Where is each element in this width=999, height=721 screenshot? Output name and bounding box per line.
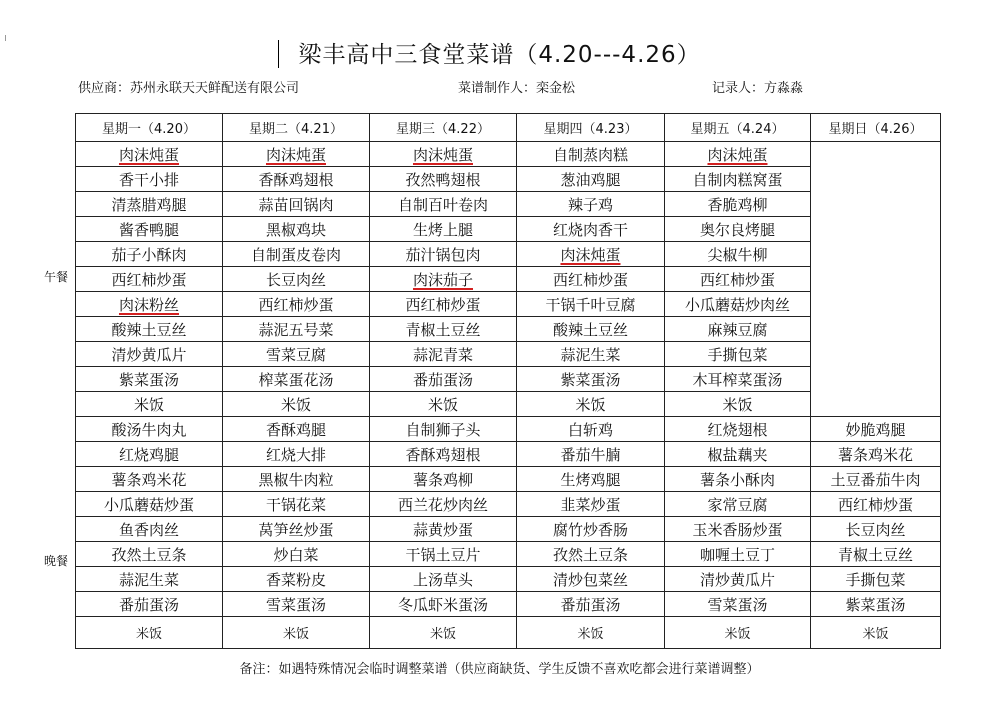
dish-cell — [665, 217, 811, 242]
dish-name: 榨菜蛋花汤 — [258, 370, 334, 389]
dish-cell — [223, 417, 370, 442]
dish-name: 酱香鸭腿 — [118, 220, 179, 239]
dish-cell — [517, 142, 665, 167]
dish-cell — [223, 392, 370, 417]
dish-cell — [370, 417, 517, 442]
dish-cell — [76, 542, 223, 567]
dinner-row — [76, 517, 941, 542]
dish-cell — [811, 417, 941, 442]
dish-cell — [223, 492, 370, 517]
dish-cell — [665, 517, 811, 542]
dish-cell — [517, 267, 665, 292]
dish-name: 薯条鸡米花 — [111, 470, 187, 489]
dish-name: 木耳榨菜蛋汤 — [692, 370, 783, 389]
day-header: 星期三（4.22） — [370, 114, 517, 142]
dish-cell — [370, 367, 517, 392]
empty-sunday-lunch-cell — [811, 242, 941, 267]
dish-name: 红烧鸡腿 — [118, 445, 179, 464]
dish-name: 番茄蛋汤 — [560, 595, 621, 614]
dinner-label: 晚餐 — [44, 554, 69, 568]
dish-cell — [223, 142, 370, 167]
dish-name: 鱼香肉丝 — [118, 520, 179, 539]
dish-cell — [665, 142, 811, 167]
dish-name: 自制蒸肉糕 — [552, 145, 628, 164]
dish-name: 酸辣土豆丝 — [111, 320, 187, 339]
dish-name: 香酥鸡翅根 — [258, 170, 334, 189]
dish-name: 奥尔良烤腿 — [699, 220, 775, 239]
dish-name: 辣子鸡 — [567, 195, 613, 214]
lunch-row — [76, 342, 941, 367]
dish-name: 麻辣豆腐 — [707, 320, 768, 339]
dish-cell — [370, 142, 517, 167]
dish-cell — [811, 567, 941, 592]
dish-cell — [76, 417, 223, 442]
dish-name: 自制肉糕窝蛋 — [692, 170, 783, 189]
dish-cell — [223, 442, 370, 467]
dish-cell — [76, 467, 223, 492]
dish-name: 黑椒牛肉粒 — [258, 470, 334, 489]
dish-cell — [76, 517, 223, 542]
dish-name: 自制蛋皮卷肉 — [250, 245, 341, 264]
dish-name: 咖喱土豆丁 — [699, 545, 775, 564]
dish-cell — [665, 392, 811, 417]
dish-name: 雪菜蛋汤 — [265, 595, 326, 614]
dish-cell — [370, 267, 517, 292]
dish-name: 椒盐藕夹 — [707, 445, 768, 464]
dish-name: 土豆番茄牛肉 — [830, 470, 921, 489]
empty-sunday-lunch-cell — [811, 192, 941, 217]
empty-sunday-lunch-cell — [811, 292, 941, 317]
lunch-row — [76, 167, 941, 192]
day-header: 星期二（4.21） — [223, 114, 370, 142]
dish-cell — [517, 217, 665, 242]
dish-name: 清炒黄瓜片 — [111, 345, 187, 364]
dish-cell — [665, 242, 811, 267]
supplier-name: 苏州永联天天鲜配送有限公司 — [130, 81, 300, 96]
dish-name: 蒜泥五号菜 — [258, 320, 334, 339]
dish-cell — [517, 242, 665, 267]
dinner-row — [76, 467, 941, 492]
dish-name: 米饭 — [427, 395, 458, 414]
dish-name: 炒白菜 — [273, 545, 319, 564]
lunch-row — [76, 292, 941, 317]
dish-name: 清炒包菜丝 — [552, 570, 628, 589]
dish-cell — [517, 167, 665, 192]
dish-name: 清蒸腊鸡腿 — [111, 195, 187, 214]
dish-cell — [370, 442, 517, 467]
dish-cell — [517, 467, 665, 492]
dinner-row — [76, 567, 941, 592]
dish-cell — [517, 592, 665, 617]
dish-cell — [665, 542, 811, 567]
dish-name: 白斩鸡 — [567, 420, 613, 439]
dish-name: 青椒土豆丝 — [405, 320, 481, 339]
dish-cell — [76, 492, 223, 517]
dish-cell — [223, 167, 370, 192]
dish-name: 红烧大排 — [265, 445, 326, 464]
dinner-row — [76, 592, 941, 617]
lunch-section — [76, 142, 941, 417]
dish-cell — [223, 542, 370, 567]
dish-name: 长豆肉丝 — [265, 270, 326, 289]
dish-cell — [517, 617, 665, 649]
dish-cell — [665, 167, 811, 192]
dish-cell — [223, 367, 370, 392]
dish-name: 肉沫炖蛋 — [265, 145, 326, 164]
dish-name: 自制百叶卷肉 — [397, 195, 488, 214]
dish-cell — [76, 617, 223, 649]
dish-cell — [76, 142, 223, 167]
dish-cell — [517, 192, 665, 217]
menu-table — [75, 113, 941, 649]
dish-name: 肉沫茄子 — [412, 270, 473, 289]
dish-name: 生烤上腿 — [412, 220, 473, 239]
dinner-section — [76, 417, 941, 649]
page-title: 梁丰高中三食堂菜谱（4.20---4.26） — [298, 42, 701, 68]
dish-name: 肉沫炖蛋 — [707, 145, 768, 164]
dish-cell — [517, 342, 665, 367]
dish-name: 妙脆鸡腿 — [845, 420, 906, 439]
dish-name: 干锅土豆片 — [405, 545, 481, 564]
dish-cell — [665, 367, 811, 392]
dish-name: 莴笋丝炒蛋 — [258, 520, 334, 539]
dish-name: 西红柿炒蛋 — [111, 270, 187, 289]
dish-name: 番茄蛋汤 — [118, 595, 179, 614]
lunch-row — [76, 242, 941, 267]
dish-cell — [370, 217, 517, 242]
dish-cell — [76, 392, 223, 417]
empty-sunday-lunch-cell — [811, 267, 941, 292]
dish-cell — [223, 567, 370, 592]
lunch-row — [76, 317, 941, 342]
dish-name: 肉沫炖蛋 — [118, 145, 179, 164]
dinner-row — [76, 542, 941, 567]
dinner-row — [76, 617, 941, 649]
dish-name: 米饭 — [575, 395, 606, 414]
dish-name: 小瓜蘑菇炒蛋 — [103, 495, 194, 514]
lunch-row — [76, 392, 941, 417]
dish-name: 西红柿炒蛋 — [837, 495, 913, 514]
dish-name: 孜然鸭翅根 — [405, 170, 481, 189]
dish-name: 清炒黄瓜片 — [699, 570, 775, 589]
dish-cell — [76, 442, 223, 467]
dish-name: 青椒土豆丝 — [837, 545, 913, 564]
dish-name: 孜然土豆条 — [552, 545, 628, 564]
dish-cell — [517, 392, 665, 417]
dish-cell — [223, 267, 370, 292]
dish-cell — [517, 417, 665, 442]
dish-cell — [370, 392, 517, 417]
dish-cell — [76, 342, 223, 367]
dish-cell — [517, 517, 665, 542]
dish-cell — [76, 592, 223, 617]
day-header: 星期一（4.20） — [76, 114, 223, 142]
dish-name: 葱油鸡腿 — [560, 170, 621, 189]
dish-cell — [370, 617, 517, 649]
dish-cell — [76, 317, 223, 342]
dish-cell — [76, 267, 223, 292]
dish-name: 米饭 — [133, 395, 164, 414]
dish-name: 西红柿炒蛋 — [552, 270, 628, 289]
dish-name: 手撕包菜 — [845, 570, 906, 589]
dish-cell — [223, 517, 370, 542]
maker-info — [458, 77, 575, 96]
dish-cell — [370, 342, 517, 367]
dish-name: 红烧翅根 — [707, 420, 768, 439]
dish-cell — [223, 467, 370, 492]
dish-cell — [370, 167, 517, 192]
lunch-label: 午餐 — [44, 270, 69, 284]
dish-cell — [665, 467, 811, 492]
dish-name: 西兰花炒肉丝 — [397, 495, 488, 514]
dish-name: 香干小排 — [118, 170, 179, 189]
recorder-info — [712, 77, 803, 96]
dish-name: 玉米香肠炒蛋 — [692, 520, 783, 539]
lunch-row — [76, 267, 941, 292]
dish-cell — [517, 292, 665, 317]
dish-name: 西红柿炒蛋 — [258, 295, 334, 314]
dish-name: 米饭 — [282, 627, 309, 642]
empty-sunday-lunch-cell — [811, 217, 941, 242]
dish-name: 黑椒鸡块 — [265, 220, 326, 239]
dish-name: 米饭 — [722, 395, 753, 414]
dish-cell — [811, 442, 941, 467]
dish-cell — [517, 367, 665, 392]
dish-cell — [223, 617, 370, 649]
dish-name: 紫菜蛋汤 — [845, 595, 906, 614]
dish-name: 小瓜蘑菇炒肉丝 — [684, 295, 790, 314]
dish-cell — [76, 292, 223, 317]
empty-sunday-lunch-cell — [811, 142, 941, 167]
dish-cell — [370, 517, 517, 542]
dish-name: 孜然土豆条 — [111, 545, 187, 564]
empty-sunday-lunch-cell — [811, 342, 941, 367]
dish-cell — [370, 192, 517, 217]
dish-name: 西红柿炒蛋 — [405, 295, 481, 314]
dish-cell — [665, 267, 811, 292]
dish-cell — [665, 192, 811, 217]
empty-sunday-lunch-cell — [811, 167, 941, 192]
dish-cell — [370, 292, 517, 317]
dish-name: 肉沫粉丝 — [118, 295, 179, 314]
dish-cell — [665, 617, 811, 649]
dish-cell — [76, 192, 223, 217]
dish-name: 薯条小酥肉 — [699, 470, 775, 489]
dish-name: 红烧肉香干 — [552, 220, 628, 239]
maker-name: 栾金松 — [536, 81, 576, 96]
dish-name: 冬瓜虾米蛋汤 — [397, 595, 488, 614]
dish-name: 蒜黄炒蛋 — [412, 520, 473, 539]
dish-cell — [665, 292, 811, 317]
dish-cell — [811, 467, 941, 492]
maker-label: 菜谱制作人： — [458, 81, 537, 96]
dish-cell — [517, 442, 665, 467]
remark-note: 备注：如遇特殊情况会临时调整菜谱（供应商缺货、学生反馈不喜欢吃都会进行菜谱调整） — [239, 662, 760, 677]
dish-cell — [665, 567, 811, 592]
dish-cell — [811, 542, 941, 567]
dish-name: 干锅千叶豆腐 — [545, 295, 636, 314]
dish-name: 腐竹炒香肠 — [552, 520, 628, 539]
dish-name: 上汤草头 — [412, 570, 473, 589]
dish-cell — [370, 242, 517, 267]
dish-name: 紫菜蛋汤 — [560, 370, 621, 389]
dish-name: 雪菜蛋汤 — [707, 595, 768, 614]
dish-cell — [370, 567, 517, 592]
dish-cell — [517, 567, 665, 592]
supplier-info — [78, 77, 299, 96]
dish-name: 紫菜蛋汤 — [118, 370, 179, 389]
dish-name: 米饭 — [862, 627, 889, 642]
dish-name: 番茄牛腩 — [560, 445, 621, 464]
dish-cell — [665, 492, 811, 517]
dish-name: 长豆肉丝 — [845, 520, 906, 539]
dish-name: 米饭 — [280, 395, 311, 414]
day-header: 星期五（4.24） — [665, 114, 811, 142]
empty-sunday-lunch-cell — [811, 392, 941, 417]
dish-cell — [223, 292, 370, 317]
dish-name: 酸辣土豆丝 — [552, 320, 628, 339]
dish-name: 米饭 — [135, 627, 162, 642]
dish-name: 蒜泥生菜 — [118, 570, 179, 589]
lunch-row — [76, 217, 941, 242]
dish-cell — [811, 517, 941, 542]
day-header: 星期四（4.23） — [517, 114, 665, 142]
empty-sunday-lunch-cell — [811, 317, 941, 342]
dish-name: 茄汁锅包肉 — [405, 245, 481, 264]
dish-cell — [370, 592, 517, 617]
dish-cell — [665, 592, 811, 617]
dinner-row — [76, 492, 941, 517]
dish-cell — [811, 492, 941, 517]
dish-cell — [76, 167, 223, 192]
day-header: 星期日（4.26） — [811, 114, 941, 142]
lunch-row — [76, 367, 941, 392]
dish-cell — [665, 317, 811, 342]
dish-cell — [223, 192, 370, 217]
dish-name: 干锅花菜 — [265, 495, 326, 514]
dish-cell — [517, 317, 665, 342]
dish-name: 香酥鸡翅根 — [405, 445, 481, 464]
dish-name: 肉沫炖蛋 — [412, 145, 473, 164]
dish-cell — [370, 317, 517, 342]
dish-name: 蒜泥青菜 — [412, 345, 473, 364]
dish-cell — [76, 367, 223, 392]
dish-cell — [223, 342, 370, 367]
dish-name: 香脆鸡柳 — [707, 195, 768, 214]
dinner-row — [76, 442, 941, 467]
dish-name: 米饭 — [724, 627, 751, 642]
dinner-row — [76, 417, 941, 442]
dish-name: 生烤鸡腿 — [560, 470, 621, 489]
dish-name: 蒜泥生菜 — [560, 345, 621, 364]
dish-cell — [811, 592, 941, 617]
dish-cell — [665, 442, 811, 467]
dish-name: 手撕包菜 — [707, 345, 768, 364]
dish-cell — [76, 242, 223, 267]
dish-cell — [665, 342, 811, 367]
dish-cell — [76, 217, 223, 242]
dish-name: 自制狮子头 — [405, 420, 481, 439]
dish-name: 家常豆腐 — [707, 495, 768, 514]
dish-name: 香菜粉皮 — [265, 570, 326, 589]
dish-cell — [223, 317, 370, 342]
dish-cell — [223, 217, 370, 242]
empty-sunday-lunch-cell — [811, 367, 941, 392]
dish-name: 酸汤牛肉丸 — [111, 420, 187, 439]
dish-name: 米饭 — [429, 627, 456, 642]
dish-name: 西红柿炒蛋 — [699, 270, 775, 289]
dish-cell — [370, 467, 517, 492]
dish-cell — [517, 492, 665, 517]
dish-cell — [665, 417, 811, 442]
dish-name: 雪菜豆腐 — [265, 345, 326, 364]
recorder-name: 方淼淼 — [764, 81, 804, 96]
header-row — [76, 114, 941, 142]
dish-cell — [811, 617, 941, 649]
dish-name: 香酥鸡腿 — [265, 420, 326, 439]
dish-cell — [223, 592, 370, 617]
dish-name: 茄子小酥肉 — [111, 245, 187, 264]
dish-cell — [370, 492, 517, 517]
dish-name: 肉沫炖蛋 — [560, 245, 621, 264]
dish-name: 韭菜炒蛋 — [560, 495, 621, 514]
supplier-label: 供应商： — [78, 81, 131, 96]
dish-name: 番茄蛋汤 — [412, 370, 473, 389]
lunch-row — [76, 192, 941, 217]
recorder-label: 记录人： — [712, 81, 765, 96]
dish-cell — [223, 242, 370, 267]
dish-name: 薯条鸡米花 — [837, 445, 913, 464]
dish-name: 薯条鸡柳 — [412, 470, 473, 489]
dish-name: 尖椒牛柳 — [707, 245, 768, 264]
dish-cell — [76, 567, 223, 592]
dish-cell — [370, 542, 517, 567]
dish-name: 米饭 — [577, 627, 604, 642]
lunch-row — [76, 142, 941, 167]
dish-name: 蒜苗回锅肉 — [258, 195, 334, 214]
dish-cell — [517, 542, 665, 567]
